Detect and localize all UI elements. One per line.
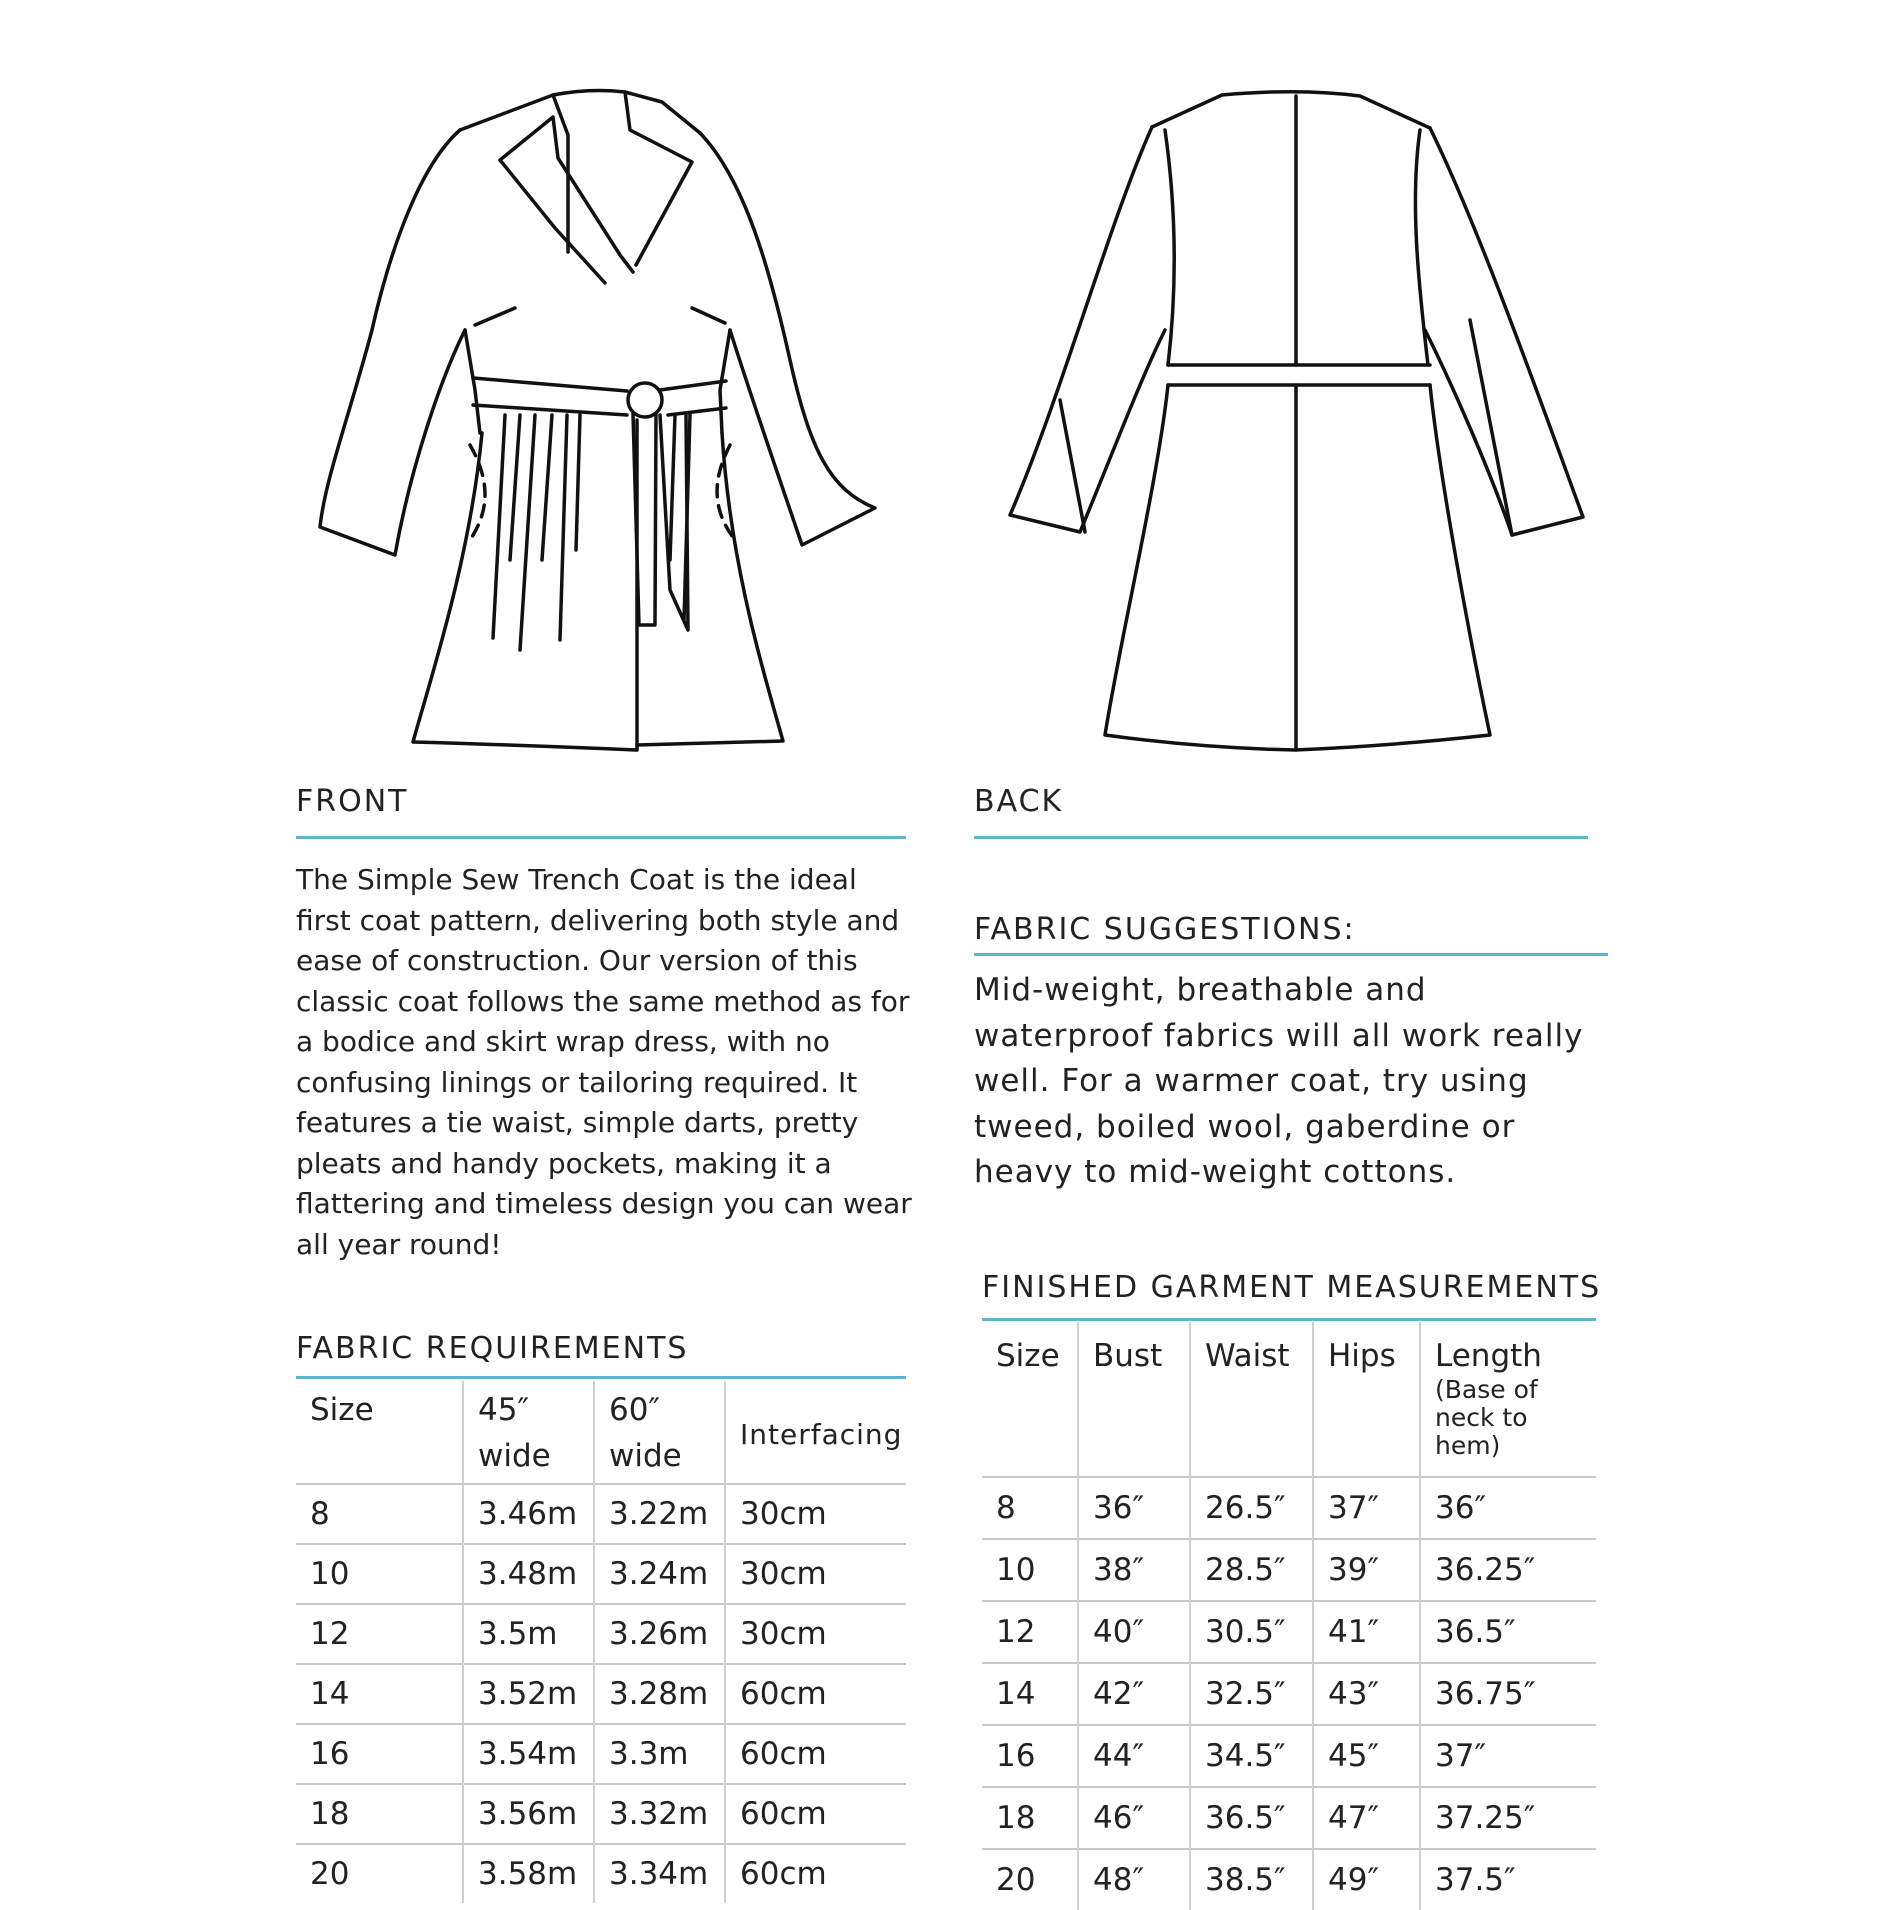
cell-size: 20 bbox=[296, 1844, 463, 1903]
cell-interfacing: 60cm bbox=[725, 1664, 906, 1724]
cell-size: 18 bbox=[296, 1784, 463, 1844]
back-heading-rule bbox=[974, 836, 1588, 839]
cell-length: 36.5″ bbox=[1420, 1601, 1596, 1663]
cell-waist: 30.5″ bbox=[1190, 1601, 1313, 1663]
col-header-hips bbox=[1313, 1322, 1420, 1477]
table-row bbox=[296, 1484, 906, 1544]
cell-hips: 43″ bbox=[1313, 1663, 1420, 1725]
cell-60-wide: 3.28m bbox=[594, 1664, 725, 1724]
fabric-requirements-table bbox=[296, 1381, 906, 1903]
table-row bbox=[296, 1604, 906, 1664]
finished-measurements-heading: FINISHED GARMENT MEASUREMENTS bbox=[982, 1270, 1602, 1305]
cell-size: 18 bbox=[982, 1787, 1078, 1849]
cell-45-wide: 3.58m bbox=[463, 1844, 594, 1903]
cell-length: 37.25″ bbox=[1420, 1787, 1596, 1849]
column-sublabel: (Base of neck to hem) bbox=[1435, 1375, 1538, 1460]
cell-45-wide: 3.56m bbox=[463, 1784, 594, 1844]
cell-waist: 34.5″ bbox=[1190, 1725, 1313, 1787]
column-label: Length bbox=[1435, 1338, 1542, 1374]
cell-bust: 40″ bbox=[1078, 1601, 1190, 1663]
column-label: Hips bbox=[1328, 1338, 1396, 1374]
cell-interfacing: 30cm bbox=[725, 1484, 906, 1544]
cell-hips: 39″ bbox=[1313, 1539, 1420, 1601]
table-row bbox=[296, 1664, 906, 1724]
front-heading-rule bbox=[296, 836, 906, 839]
column-label: Interfacing bbox=[740, 1418, 903, 1451]
table-header-row bbox=[982, 1322, 1596, 1477]
cell-size: 12 bbox=[982, 1601, 1078, 1663]
column-label: Size bbox=[310, 1392, 374, 1428]
cell-waist: 38.5″ bbox=[1190, 1849, 1313, 1910]
cell-45-wide: 3.52m bbox=[463, 1664, 594, 1724]
coat-front-icon bbox=[320, 91, 875, 750]
cell-60-wide: 3.34m bbox=[594, 1844, 725, 1903]
cell-length: 37.5″ bbox=[1420, 1849, 1596, 1910]
cell-bust: 46″ bbox=[1078, 1787, 1190, 1849]
column-label: Waist bbox=[1205, 1338, 1290, 1374]
table-row bbox=[982, 1725, 1596, 1787]
column-label: 60″ bbox=[609, 1392, 661, 1428]
cell-size: 8 bbox=[296, 1484, 463, 1544]
cell-hips: 41″ bbox=[1313, 1601, 1420, 1663]
cell-45-wide: 3.54m bbox=[463, 1724, 594, 1784]
coat-back-icon bbox=[1010, 92, 1583, 750]
cell-hips: 37″ bbox=[1313, 1477, 1420, 1539]
cell-size: 10 bbox=[296, 1544, 463, 1604]
cell-interfacing: 60cm bbox=[725, 1784, 906, 1844]
cell-waist: 36.5″ bbox=[1190, 1787, 1313, 1849]
column-label: Bust bbox=[1093, 1338, 1163, 1374]
cell-60-wide: 3.24m bbox=[594, 1544, 725, 1604]
column-label: 45″ bbox=[478, 1392, 530, 1428]
cell-waist: 28.5″ bbox=[1190, 1539, 1313, 1601]
table-header-row bbox=[296, 1381, 906, 1484]
fabric-suggestions-heading: FABRIC SUGGESTIONS: bbox=[974, 912, 1356, 947]
cell-length: 36.25″ bbox=[1420, 1539, 1596, 1601]
table-row bbox=[982, 1787, 1596, 1849]
table-row bbox=[296, 1844, 906, 1903]
fabric-requirements-rule bbox=[296, 1376, 906, 1379]
col-header-waist bbox=[1190, 1322, 1313, 1477]
table-row bbox=[296, 1784, 906, 1844]
cell-bust: 44″ bbox=[1078, 1725, 1190, 1787]
column-sublabel: wide bbox=[609, 1438, 682, 1474]
column-sublabel: wide bbox=[478, 1438, 551, 1474]
table-row bbox=[982, 1477, 1596, 1539]
cell-hips: 47″ bbox=[1313, 1787, 1420, 1849]
cell-length: 37″ bbox=[1420, 1725, 1596, 1787]
cell-bust: 42″ bbox=[1078, 1663, 1190, 1725]
cell-waist: 26.5″ bbox=[1190, 1477, 1313, 1539]
col-header-length bbox=[1420, 1322, 1596, 1477]
fabric-requirements-heading: FABRIC REQUIREMENTS bbox=[296, 1331, 689, 1366]
finished-measurements-table bbox=[982, 1322, 1596, 1910]
col-header-45-wide bbox=[463, 1381, 594, 1484]
cell-60-wide: 3.3m bbox=[594, 1724, 725, 1784]
cell-bust: 48″ bbox=[1078, 1849, 1190, 1910]
col-header-bust bbox=[1078, 1322, 1190, 1477]
cell-bust: 38″ bbox=[1078, 1539, 1190, 1601]
fabric-suggestions-rule bbox=[974, 953, 1608, 956]
cell-interfacing: 60cm bbox=[725, 1844, 906, 1903]
cell-bust: 36″ bbox=[1078, 1477, 1190, 1539]
cell-waist: 32.5″ bbox=[1190, 1663, 1313, 1725]
cell-size: 8 bbox=[982, 1477, 1078, 1539]
cell-60-wide: 3.22m bbox=[594, 1484, 725, 1544]
column-label: Size bbox=[996, 1338, 1060, 1374]
col-header-interfacing bbox=[725, 1381, 906, 1484]
cell-size: 14 bbox=[982, 1663, 1078, 1725]
cell-size: 16 bbox=[296, 1724, 463, 1784]
front-description: The Simple Sew Trench Coat is the ideal first coat pattern, delivering both style and ease of construction. Our version of this classic coat follows the same method as for a bodice and skirt wrap dress, with no confusing linings or tailoring required. It features a tie waist, simple darts, pretty pleats and handy pockets, making it a flattering and timeless design you can wear all year round! bbox=[296, 863, 912, 1261]
cell-60-wide: 3.26m bbox=[594, 1604, 725, 1664]
cell-length: 36″ bbox=[1420, 1477, 1596, 1539]
cell-interfacing: 30cm bbox=[725, 1544, 906, 1604]
col-header-60-wide bbox=[594, 1381, 725, 1484]
table-row bbox=[296, 1724, 906, 1784]
table-row bbox=[296, 1544, 906, 1604]
cell-size: 12 bbox=[296, 1604, 463, 1664]
table-row bbox=[982, 1601, 1596, 1663]
cell-45-wide: 3.46m bbox=[463, 1484, 594, 1544]
coat-illustrations bbox=[0, 0, 1900, 780]
cell-45-wide: 3.5m bbox=[463, 1604, 594, 1664]
cell-45-wide: 3.48m bbox=[463, 1544, 594, 1604]
cell-size: 10 bbox=[982, 1539, 1078, 1601]
cell-size: 16 bbox=[982, 1725, 1078, 1787]
cell-interfacing: 60cm bbox=[725, 1724, 906, 1784]
table-row bbox=[982, 1849, 1596, 1910]
table-row bbox=[982, 1663, 1596, 1725]
front-heading: FRONT bbox=[296, 784, 409, 819]
cell-interfacing: 30cm bbox=[725, 1604, 906, 1664]
col-header-size bbox=[296, 1381, 463, 1484]
fabric-suggestions-text: Mid-weight, breathable and waterproof fabrics will all work really well. For a warmer coat, try using tweed, boiled wool, gaberdine or heavy to mid-weight cottons. bbox=[974, 972, 1584, 1190]
table-row bbox=[982, 1539, 1596, 1601]
back-heading: BACK bbox=[974, 784, 1064, 819]
cell-size: 20 bbox=[982, 1849, 1078, 1910]
cell-size: 14 bbox=[296, 1664, 463, 1724]
finished-measurements-rule bbox=[982, 1318, 1596, 1321]
cell-hips: 45″ bbox=[1313, 1725, 1420, 1787]
cell-hips: 49″ bbox=[1313, 1849, 1420, 1910]
col-header-size bbox=[982, 1322, 1078, 1477]
cell-length: 36.75″ bbox=[1420, 1663, 1596, 1725]
cell-60-wide: 3.32m bbox=[594, 1784, 725, 1844]
